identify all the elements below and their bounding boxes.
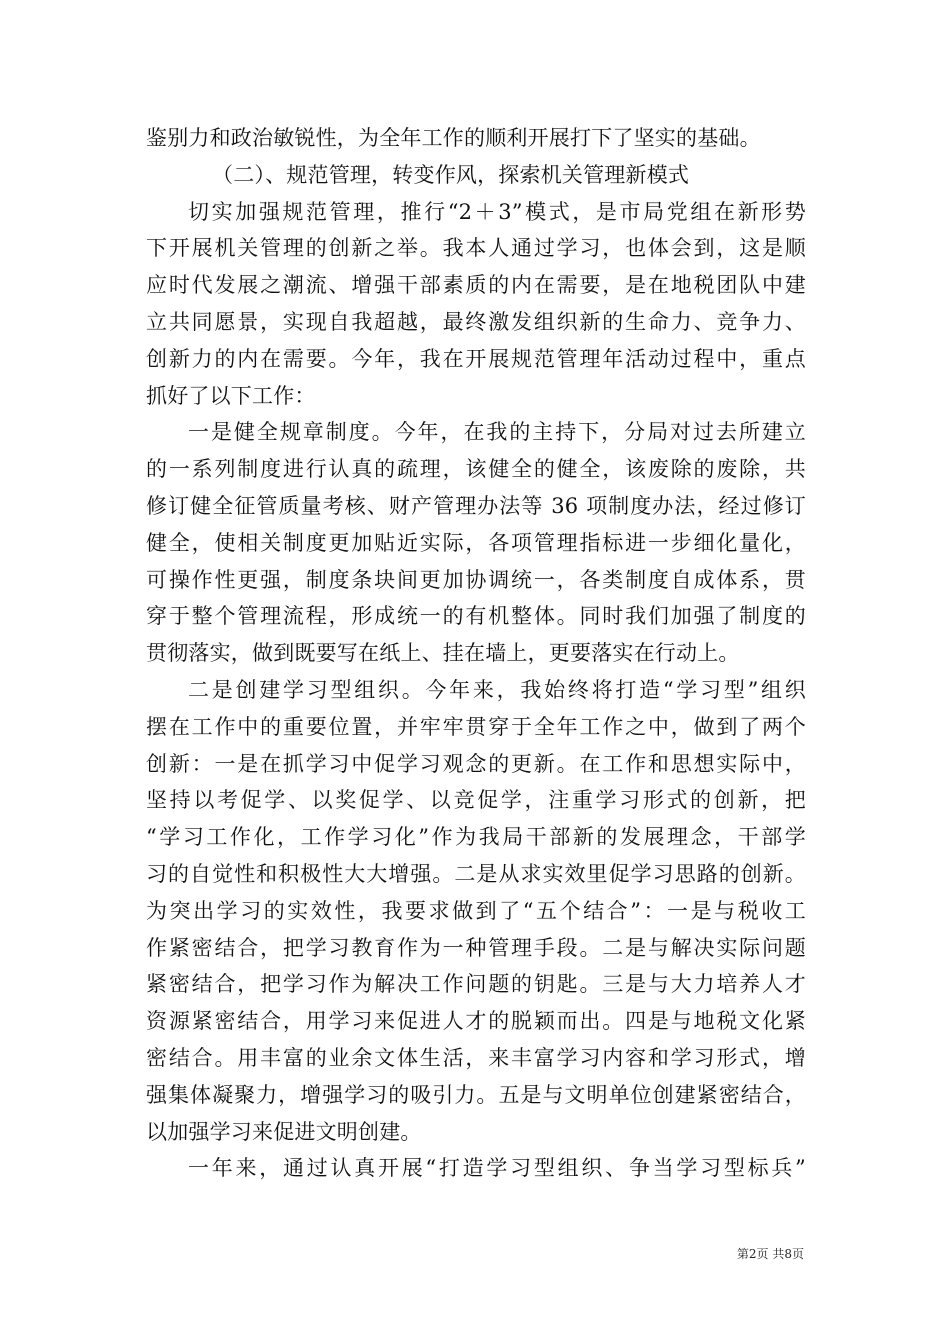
paragraph-line: 下开展机关管理的创新之举。我本人通过学习，也体会到，这是顺 <box>146 236 806 261</box>
footer-current-page: 2 <box>748 1247 757 1261</box>
paragraph-line: 创新力的内在需要。今年，我在开展规范管理年活动过程中，重点 <box>146 346 806 371</box>
paragraph-first-line: 二是创建学习型组织。今年来，我始终将打造“学习型”组织 <box>188 677 806 702</box>
paragraph-line: 习的自觉性和积极性大大增强。二是从求实效里促学习思路的创新。 <box>146 861 806 886</box>
paragraph-line: “学习工作化，工作学习化”作为我局干部新的发展理念，干部学 <box>146 825 806 850</box>
paragraph-line: 紧密结合，把学习作为解决工作问题的钥匙。三是与大力培养人才 <box>146 972 806 997</box>
footer-suffix: 页 <box>791 1247 804 1261</box>
paragraph-line: 立共同愿景，实现自我超越，最终激发组织新的生命力、竞争力、 <box>146 309 806 334</box>
footer-prefix: 第 <box>736 1247 749 1261</box>
paragraph-line: 应时代发展之潮流、增强干部素质的内在需要，是在地税团队中建 <box>146 273 806 298</box>
paragraph-line: 为突出学习的实效性，我要求做到了“五个结合”：一是与税收工 <box>146 898 806 923</box>
paragraph-last-line: 鉴别力和政治敏锐性，为全年工作的顺利开展打下了坚实的基础。 <box>146 126 761 150</box>
paragraph-last-line: 贯彻落实，做到既要写在纸上、挂在墙上，更要落实在行动上。 <box>146 641 740 666</box>
paragraph-line: 坚持以考促学、以奖促学、以竞促学，注重学习形式的创新，把 <box>146 788 806 813</box>
paragraph-line: 摆在工作中的重要位置，并牢牢贯穿于全年工作之中，做到了两个 <box>146 714 806 739</box>
paragraph-line: 的一系列制度进行认真的疏理，该健全的健全，该废除的废除，共 <box>146 457 806 482</box>
paragraph-line: 修订健全征管质量考核、财产管理办法等 36 项制度办法，经过修订 <box>146 493 806 518</box>
paragraph-line: 穿于整个管理流程，形成统一的有机整体。同时我们加强了制度的 <box>146 604 806 629</box>
paragraph-first-line: 一年来，通过认真开展“打造学习型组织、争当学习型标兵” <box>188 1156 806 1181</box>
section-heading: （二）、规范管理，转变作风，探索机关管理新模式 <box>212 162 690 187</box>
paragraph-line: 资源紧密结合，用学习来促进人才的脱颖而出。四是与地税文化紧 <box>146 1009 806 1034</box>
paragraph-line: 健全，使相关制度更加贴近实际，各项管理指标进一步细化量化， <box>146 530 806 555</box>
document-body <box>146 120 806 1187</box>
footer-middle: 页 共 <box>756 1247 785 1261</box>
paragraph-line: 作紧密结合，把学习教育作为一种管理手段。二是与解决实际问题 <box>146 935 806 960</box>
paragraph-line: 强集体凝聚力，增强学习的吸引力。五是与文明单位创建紧密结合， <box>146 1082 806 1107</box>
page-number-footer <box>0 1244 950 1264</box>
paragraph-first-line: 切实加强规范管理，推行“2＋3”模式，是市局党组在新形势 <box>188 199 806 224</box>
paragraph-first-line: 一是健全规章制度。今年，在我的主持下，分局对过去所建立 <box>188 420 806 445</box>
footer-total-pages: 8 <box>784 1247 792 1261</box>
paragraph-line: 密结合。用丰富的业余文体生活，来丰富学习内容和学习形式，增 <box>146 1045 806 1070</box>
paragraph-line: 可操作性更强，制度条块间更加协调统一，各类制度自成体系，贯 <box>146 567 806 592</box>
paragraph-last-line: 以加强学习来促进文明创建。 <box>146 1119 422 1144</box>
paragraph-line: 创新：一是在抓学习中促学习观念的更新。在工作和思想实际中， <box>146 751 806 776</box>
paragraph-last-line: 抓好了以下工作： <box>146 383 316 408</box>
